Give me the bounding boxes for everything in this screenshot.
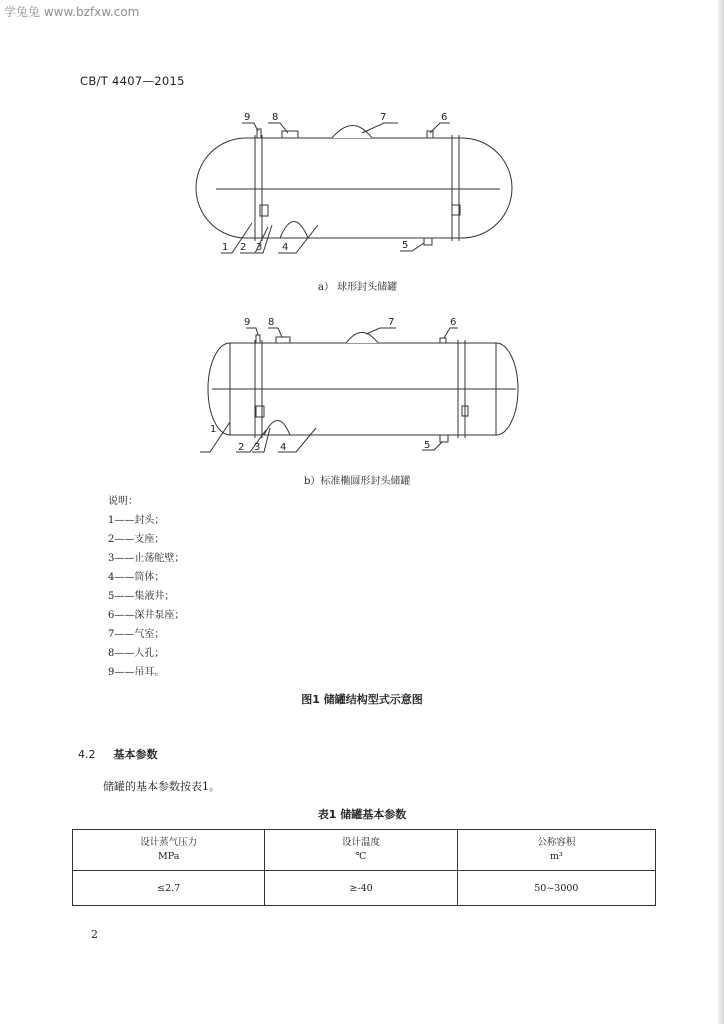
tank-shell-a	[196, 138, 512, 238]
header-unit: ℃	[355, 851, 367, 862]
legend-item: 7——气室；	[108, 629, 165, 640]
table-cell: 50~3000	[457, 871, 655, 906]
section-heading	[78, 746, 158, 762]
figure-a-spherical-tank	[0, 105, 724, 265]
parameters-table	[72, 829, 656, 906]
legend-item: 9——吊耳。	[108, 667, 165, 678]
callout-a-5: 5	[402, 240, 409, 251]
callout-a-9: 9	[244, 112, 251, 123]
table-row	[73, 871, 656, 906]
callout-b-4: 4	[280, 442, 287, 453]
section-title: 基本参数	[113, 748, 158, 761]
header-unit: MPa	[158, 851, 180, 862]
header-unit: m³	[549, 851, 563, 862]
callout-a-7: 7	[380, 112, 387, 123]
callout-a-1: 1	[222, 242, 229, 253]
callout-a-6: 6	[441, 112, 448, 123]
header-cell	[73, 830, 265, 871]
callout-b-1: 1	[210, 424, 217, 435]
legend-item: 6——深井泵座；	[108, 610, 185, 621]
legend-item: 2——支座；	[108, 534, 165, 545]
section-number: 4.2	[78, 748, 96, 761]
figure-b-elliptical-tank	[0, 310, 724, 470]
header-cell	[265, 830, 457, 871]
callout-b-2: 2	[238, 442, 245, 453]
header-cell	[457, 830, 655, 871]
figure-a-caption: a） 球形封头储罐	[318, 282, 398, 293]
table-cell: ≥-40	[265, 871, 457, 906]
legend-heading: 说明：	[108, 496, 138, 507]
table-header-row	[73, 830, 656, 871]
callout-a-8: 8	[272, 112, 279, 123]
header-name: 公称容积	[537, 837, 576, 848]
callout-b-9: 9	[244, 317, 251, 328]
legend-item: 4——筒体；	[108, 572, 165, 583]
callout-b-7: 7	[388, 317, 395, 328]
callout-a-4: 4	[282, 242, 289, 253]
body-paragraph: 储罐的基本参数按表1。	[103, 780, 220, 793]
legend	[108, 492, 184, 682]
callout-a-3: 3	[256, 242, 263, 253]
legend-item: 5——集液井；	[108, 591, 175, 602]
header-name: 设计温度	[342, 837, 381, 848]
legend-item: 3——止荡舵壁；	[108, 553, 185, 564]
table-cell: ≤2.7	[73, 871, 265, 906]
figure-title: 图1 储罐结构型式示意图	[301, 693, 423, 706]
figure-b-caption: b）标准椭圆形封头储罐	[304, 476, 411, 487]
callout-b-8: 8	[268, 317, 275, 328]
header-name: 设计蒸气压力	[140, 837, 198, 848]
watermark-text: 学兔兔 www.bzfxw.com	[4, 5, 140, 19]
scan-edge	[718, 0, 724, 1024]
legend-item: 1——封头；	[108, 515, 165, 526]
page-number: 2	[91, 928, 98, 941]
table-title: 表1 储罐基本参数	[317, 808, 407, 821]
legend-item: 8——人孔；	[108, 648, 165, 659]
callout-a-2: 2	[240, 242, 247, 253]
callout-b-3: 3	[254, 442, 261, 453]
callout-b-5: 5	[424, 440, 431, 451]
standard-number: CB/T 4407—2015	[80, 74, 185, 88]
callout-b-6: 6	[450, 317, 457, 328]
